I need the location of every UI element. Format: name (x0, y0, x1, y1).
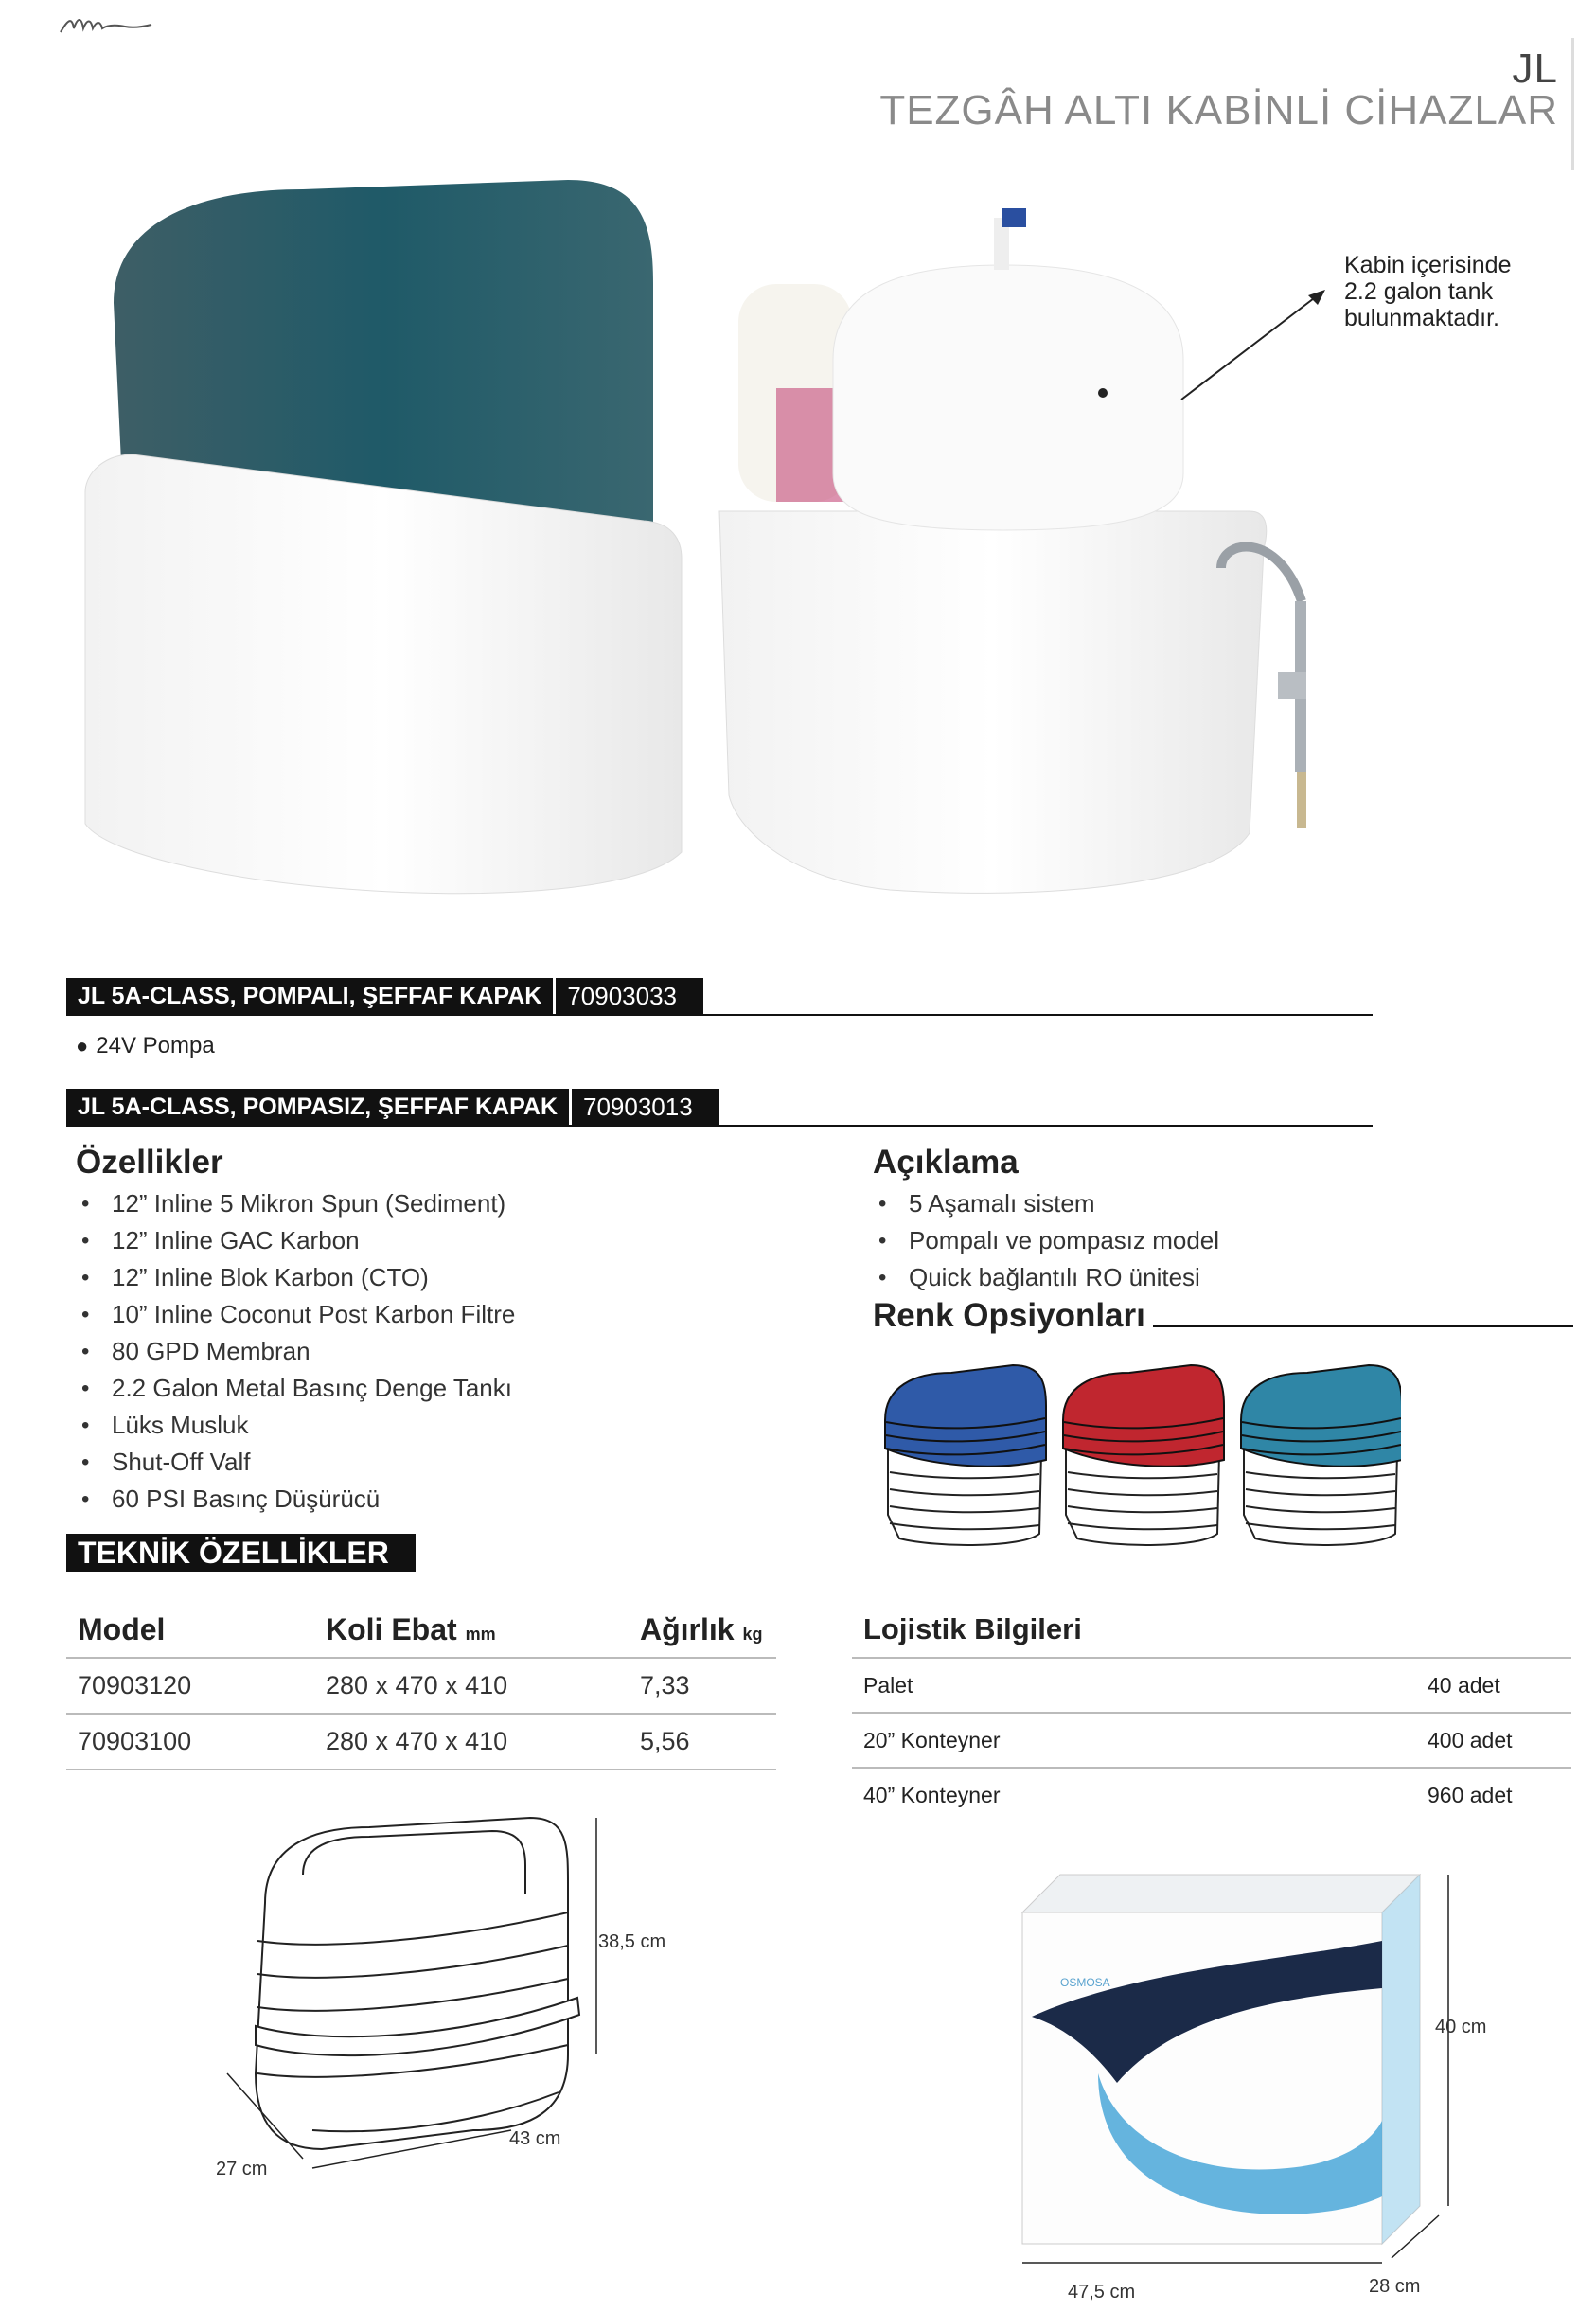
features-title: Özellikler (76, 1144, 223, 1181)
col-weight: Ağırlık kg (629, 1602, 776, 1658)
list-item: • Quick bağlantılı RO ünitesi (873, 1259, 1219, 1296)
page-title: TEZGÂH ALTI KABİNLİ CİHAZLAR (879, 87, 1558, 133)
logistics-title: Lojistik Bilgileri (852, 1602, 1571, 1658)
box-height: 40 cm (1435, 2017, 1487, 2037)
box-width: 47,5 cm (1068, 2282, 1136, 2303)
pressure-tank (833, 265, 1183, 530)
box-depth: 28 cm (1369, 2276, 1421, 2297)
color-swatch-blue[interactable] (885, 1365, 1046, 1545)
description-list (873, 1185, 1219, 1296)
table-row: 20” Konteyner 400 adet (852, 1713, 1571, 1768)
product-code: 70903013 (569, 1089, 719, 1125)
cabinet-base-left (85, 454, 682, 894)
tech-table (66, 1602, 776, 1770)
color-swatch-teal[interactable] (1241, 1365, 1401, 1545)
device-height: 38,5 cm (598, 1931, 666, 1952)
list-item: • Shut-Off Valf (76, 1444, 515, 1481)
color-swatch-red[interactable] (1063, 1365, 1224, 1545)
list-item: • 2.2 Galon Metal Basınç Denge Tankı (76, 1370, 515, 1407)
product-name: JL 5A-CLASS, POMPASIZ, ŞEFFAF KAPAK (66, 1089, 569, 1125)
list-item: • 80 GPD Membran (76, 1333, 515, 1370)
table-row: 70903100 280 x 470 x 410 5,56 (66, 1714, 776, 1770)
table-row: 40” Konteyner 960 adet (863, 1782, 1513, 1807)
svg-text:OSMOSA: OSMOSA (1060, 1976, 1110, 1989)
package-box (1003, 1856, 1515, 2272)
callout-arrow (1174, 284, 1335, 407)
list-item: • Pompalı ve pompasız model (873, 1222, 1219, 1259)
table-row: 70903120 280 x 470 x 410 7,33 (66, 1658, 776, 1714)
list-item: • 12” Inline 5 Mikron Spun (Sediment) (76, 1185, 515, 1222)
features-list (76, 1185, 515, 1518)
logistics-table (852, 1602, 1571, 1822)
tech-title: TEKNİK ÖZELLİKLER (66, 1534, 416, 1572)
color-swatches (871, 1354, 1401, 1553)
device-line-drawing (208, 1770, 700, 2178)
list-item: • 5 Aşamalı sistem (873, 1185, 1219, 1222)
product-photo (76, 170, 1306, 918)
cabinet-base-right (719, 511, 1267, 893)
product-note: ● 24V Pompa (76, 1033, 215, 1058)
col-box: Koli Ebat mm (314, 1602, 629, 1658)
device-depth: 27 cm (216, 2159, 268, 2179)
description-title: Açıklama (873, 1144, 1019, 1181)
list-item: • Lüks Musluk (76, 1407, 515, 1444)
tank-callout: Kabin içerisinde 2.2 galon tank bulunmaktadır. (1344, 252, 1512, 331)
list-item: • 12” Inline GAC Karbon (76, 1222, 515, 1259)
brand-logo (59, 11, 153, 40)
device-width: 43 cm (509, 2128, 561, 2149)
list-item: • 12” Inline Blok Karbon (CTO) (76, 1259, 515, 1296)
list-item: • 60 PSI Basınç Düşürücü (76, 1481, 515, 1518)
col-model: Model (66, 1602, 314, 1658)
color-options-header: Renk Opsiyonları (873, 1297, 1573, 1335)
product-code: 70903033 (553, 978, 703, 1014)
list-item: • 10” Inline Coconut Post Karbon Filtre (76, 1296, 515, 1333)
table-row: Palet 40 adet (852, 1658, 1571, 1713)
header-divider (1571, 38, 1574, 170)
series-code: JL (1512, 45, 1558, 92)
product-name: JL 5A-CLASS, POMPALI, ŞEFFAF KAPAK (66, 978, 553, 1014)
